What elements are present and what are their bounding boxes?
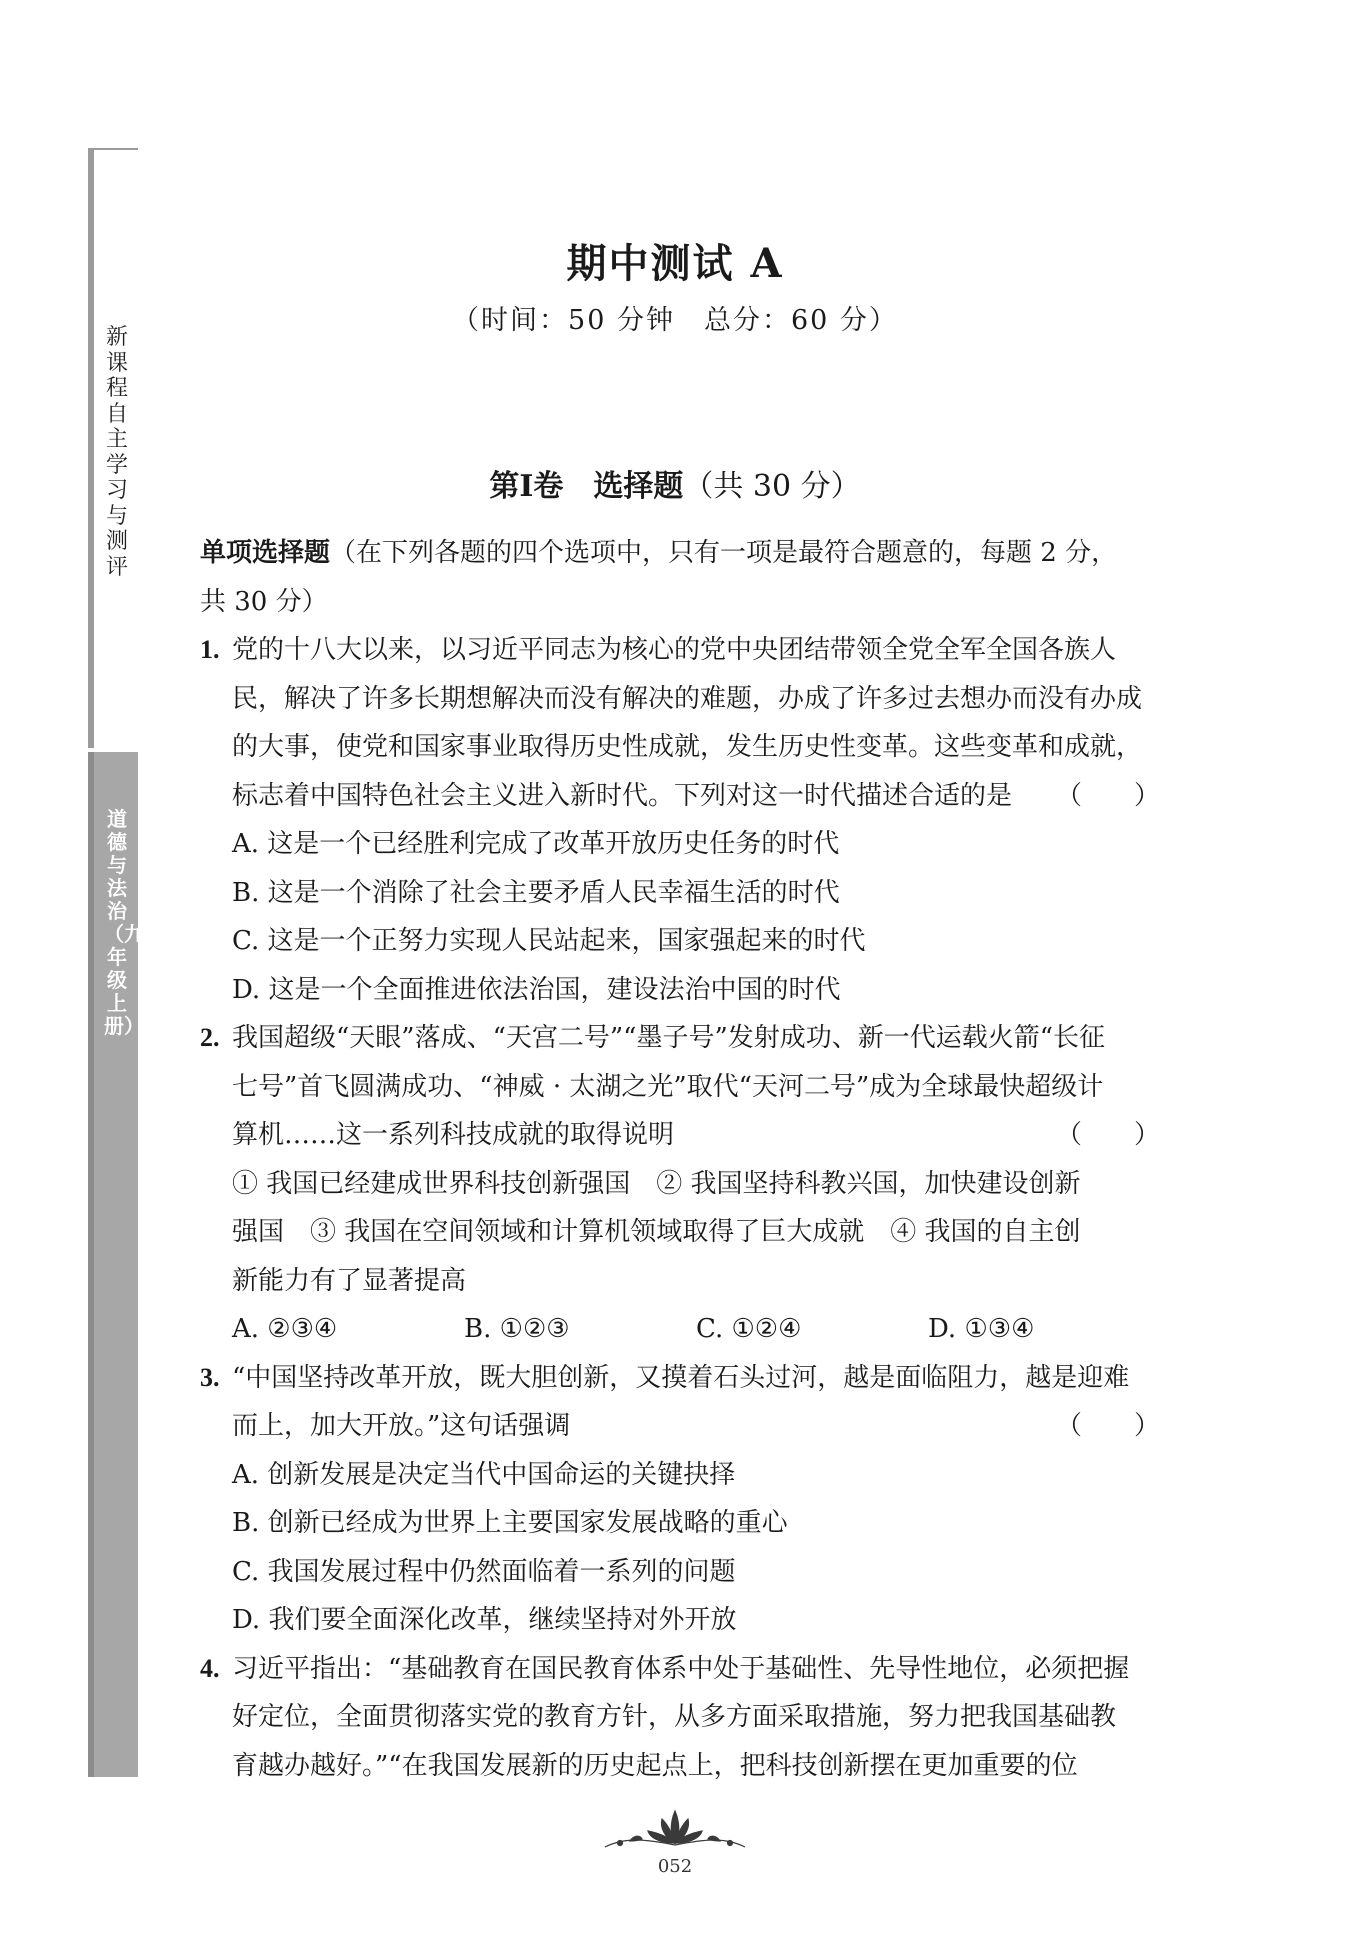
question-1	[200, 626, 1160, 820]
series-title: 新课程自主学习与测评	[105, 325, 128, 580]
question-line	[232, 1111, 1160, 1160]
page-number: 052	[657, 1856, 693, 1877]
question-line: “中国坚持改革开放，既大胆创新，又摸着石头过河，越是面临阻力，越是迎难	[232, 1362, 1130, 1393]
question-line: 育越办越好。”“在我国发展新的历史起点上，把科技创新摆在更加重要的位	[232, 1750, 1078, 1781]
option-a: A. 这是一个已经胜利完成了改革开放历史任务的时代	[232, 829, 840, 859]
instructions-line-1: （在下列各题的四个选项中，只有一项是最符合题意的，每题 2 分，	[330, 538, 1118, 568]
question-number: 4.	[200, 1653, 220, 1683]
option-b: B. 这是一个消除了社会主要矛盾人民幸福生活的时代	[232, 877, 840, 908]
statement-line: 强国 ③ 我国在空间领域和计算机领域取得了巨大成就 ④ 我国的自主创	[232, 1217, 1081, 1247]
option-c: C. 这是一个正努力实现人民站起来，国家强起来的时代	[232, 926, 866, 956]
question-2	[200, 1014, 1160, 1160]
answer-bracket: （ ）	[1055, 1120, 1160, 1150]
answer-bracket: （ ）	[1055, 1411, 1160, 1441]
question-line-text: 而上，加大开放。”这句话强调	[232, 1411, 571, 1441]
option-d: D. 我们要全面深化改革，继续坚持对外开放	[232, 1605, 737, 1635]
question-number: 1.	[200, 635, 220, 664]
question-number: 2.	[200, 1023, 220, 1052]
section-label: 第Ⅰ卷 选择题	[489, 469, 684, 504]
question-3	[200, 1354, 1160, 1451]
question-body	[200, 529, 1160, 1790]
instructions-label: 单项选择题	[200, 538, 331, 568]
question-line: 民，解决了许多长期想解决而没有解决的难题，办成了许多过去想办而没有办成	[232, 683, 1143, 714]
option-b: B. 创新已经成为世界上主要国家发展战略的重心	[232, 1508, 788, 1538]
statement-line: ① 我国已经建成世界科技创新强国 ② 我国坚持科教兴国，加快建设创新	[232, 1168, 1081, 1199]
instructions	[200, 529, 1160, 626]
answer-bracket: （ ）	[1055, 780, 1160, 811]
option-c: C. 我国发展过程中仍然面临着一系列的问题	[232, 1556, 736, 1587]
choice-c: C. ①②④	[696, 1314, 802, 1344]
book-title: 道德与法治（九年级上册）	[104, 807, 144, 1038]
question-line: 党的十八大以来，以习近平同志为核心的党中央团结带领全党全军全国各族人	[232, 635, 1117, 665]
instructions-line-2: 共 30 分）	[200, 586, 328, 617]
question-line: 习近平指出：“基础教育在国民教育体系中处于基础性、先导性地位，必须把握	[232, 1653, 1130, 1684]
statement-line: 新能力有了显著提高	[232, 1265, 467, 1296]
question-line: 的大事，使党和国家事业取得历史性成就，发生历史性变革。这些变革和成就，	[232, 732, 1143, 762]
question-4	[200, 1645, 1160, 1791]
question-line: 七号”首飞圆满成功、“神威 · 太湖之光”取代“天河二号”成为全球最快超级计	[232, 1071, 1104, 1102]
question-line: 我国超级“天眼”落成、“天宫二号”“墨子号”发射成功、新一代运载火箭“长征	[232, 1023, 1106, 1053]
footer-ornament-icon	[600, 1803, 750, 1863]
question-number: 3.	[200, 1362, 220, 1392]
question-line-text: 算机……这一系列科技成就的取得说明	[232, 1120, 675, 1150]
option-d: D. 这是一个全面推进依法治国，建设法治中国的时代	[232, 974, 841, 1005]
choice-d: D. ①③④	[928, 1314, 1035, 1344]
choice-b: B. ①②③	[464, 1314, 570, 1344]
choice-a: A. ②③④	[232, 1314, 338, 1344]
section-score: （共 30 分）	[683, 469, 861, 504]
section-heading	[0, 461, 1350, 505]
question-line-text: 标志着中国特色社会主义进入新时代。下列对这一时代描述合适的是	[232, 780, 1013, 811]
exam-info: （时间：50 分钟 总分：60 分）	[452, 305, 898, 336]
question-line: 好定位，全面贯彻落实党的教育方针，从多方面采取措施，努力把我国基础教	[232, 1702, 1117, 1732]
choice-row	[200, 1305, 1160, 1354]
page-title: 期中测试 A	[566, 240, 784, 287]
option-a: A. 创新发展是决定当代中国命运的关键抉择	[232, 1459, 736, 1490]
question-line	[232, 772, 1160, 821]
question-line	[232, 1402, 1160, 1451]
